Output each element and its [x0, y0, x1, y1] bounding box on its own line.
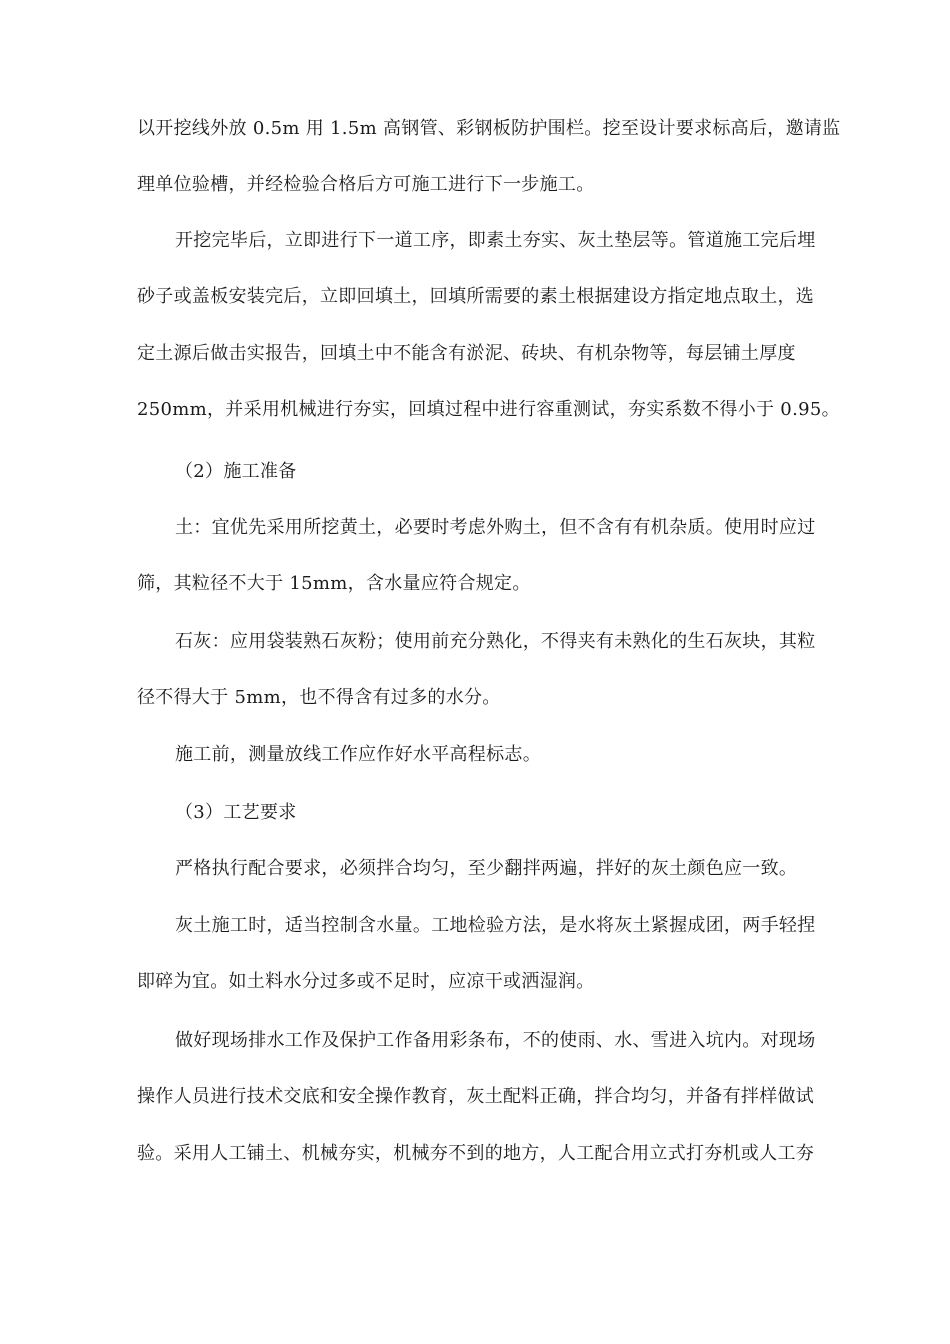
text-line: 理单位验槽，并经检验合格后方可施工进行下一步施工。 — [137, 174, 595, 195]
paragraph-first-line: 做好现场排水工作及保护工作备用彩条布，不的使雨、水、雪进入坑内。对现场 — [175, 1030, 816, 1051]
paragraph-first-line: 石灰：应用袋装熟石灰粉；使用前充分熟化，不得夹有未熟化的生石灰块，其粒 — [175, 631, 816, 652]
text-line: 砂子或盖板安装完后，立即回填土，回填所需要的素土根据建设方指定地点取土，选 — [137, 286, 815, 307]
section-heading: （2）施工准备 — [175, 461, 297, 482]
section-heading: （3）工艺要求 — [175, 802, 297, 823]
text-line: 250mm，并采用机械进行夯实，回填过程中进行容重测试，夯实系数不得小于 0.95。 — [137, 399, 840, 420]
paragraph-first-line: 土：宜优先采用所挖黄土，必要时考虑外购土，但不含有有机杂质。使用时应过 — [175, 517, 816, 538]
text-line: 即碎为宜。如土料水分过多或不足时，应凉干或洒湿润。 — [137, 971, 595, 992]
paragraph-first-line: 施工前，测量放线工作应作好水平高程标志。 — [175, 744, 541, 765]
text-line: 定土源后做击实报告，回填土中不能含有淤泥、砖块、有机杂物等，每层铺土厚度 — [137, 343, 796, 364]
text-line: 筛，其粒径不大于 15mm，含水量应符合规定。 — [137, 573, 531, 594]
paragraph-first-line: 开挖完毕后，立即进行下一道工序，即素土夯实、灰土垫层等。管道施工完后埋 — [175, 230, 816, 251]
paragraph-first-line: 严格执行配合要求，必须拌合均匀，至少翻拌两遍，拌好的灰土颜色应一致。 — [175, 858, 798, 879]
text-line: 验。采用人工铺土、机械夯实，机械夯不到的地方，人工配合用立式打夯机或人工夯 — [137, 1143, 815, 1164]
text-line: 以开挖线外放 0.5m 用 1.5m 高钢管、彩钢板防护围栏。挖至设计要求标高后，邀请监 — [137, 118, 841, 139]
text-line: 操作人员进行技术交底和安全操作教育，灰土配料正确，拌合均匀，并备有拌样做试 — [137, 1086, 815, 1107]
text-line: 径不得大于 5mm，也不得含有过多的水分。 — [137, 687, 501, 708]
paragraph-first-line: 灰土施工时，适当控制含水量。工地检验方法，是水将灰土紧握成团，两手轻捏 — [175, 915, 816, 936]
